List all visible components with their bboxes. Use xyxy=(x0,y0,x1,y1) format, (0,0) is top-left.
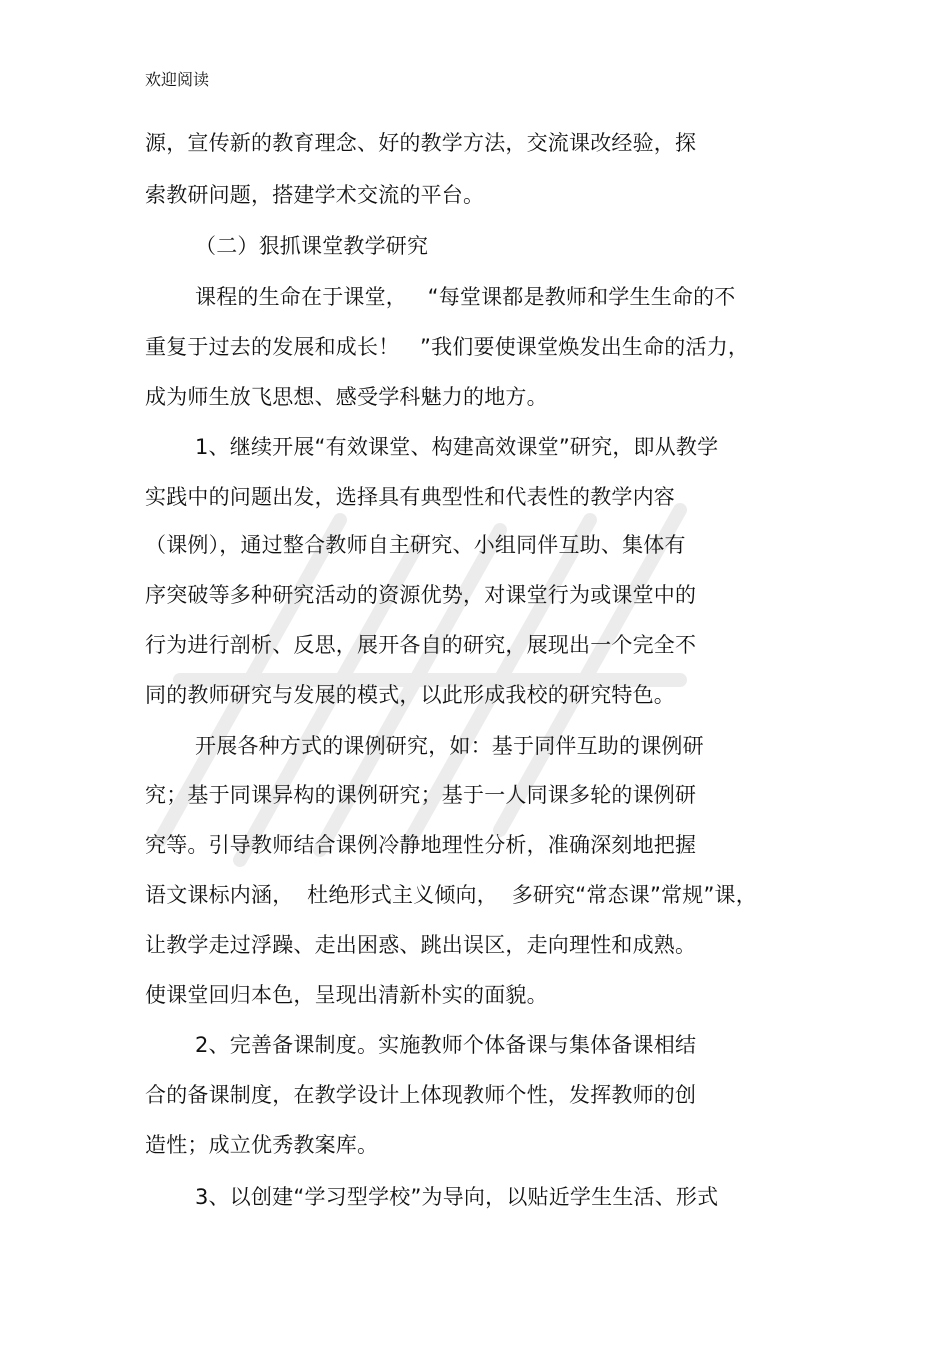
text-line-13: 开展各种方式的课例研究，如：基于同伴互助的课例研 xyxy=(195,734,704,758)
text-line-9: （课例），通过整合教师自主研究、小组同伴互助、集体有 xyxy=(145,533,686,557)
text-line-15: 究等。引导教师结合课例冷静地理性分析，准确深刻地把握 xyxy=(145,833,697,857)
text-line-4: 课程的生命在于课堂， “每堂课都是教师和学生生命的不 xyxy=(195,285,736,309)
text-line-18: 使课堂回归本色，呈现出清新朴实的面貌。 xyxy=(145,983,548,1007)
text-line-17: 让教学走过浮躁、走出困惑、跳出误区，走向理性和成熟。 xyxy=(145,933,697,957)
text-line-1: 源，宣传新的教育理念、好的教学方法，交流课改经验，探 xyxy=(145,131,697,155)
text-line-20: 合的备课制度，在教学设计上体现教师个性，发挥教师的创 xyxy=(145,1083,697,1107)
text-line-10: 序突破等多种研究活动的资源优势，对课堂行为或课堂中的 xyxy=(145,583,697,607)
text-line-12: 同的教师研究与发展的模式，以此形成我校的研究特色。 xyxy=(145,683,675,707)
text-line-19: 2、完善备课制度。实施教师个体备课与集体备课相结 xyxy=(195,1033,697,1057)
text-line-2: 索教研问题，搭建学术交流的平台。 xyxy=(145,183,485,207)
section-heading: （二）狠抓课堂教学研究 xyxy=(195,234,429,258)
page-header: 欢迎阅读 xyxy=(145,70,210,89)
text-line-11: 行为进行剖析、反思，展开各自的研究，展现出一个完全不 xyxy=(145,633,697,657)
text-line-22: 3、以创建“学习型学校”为导向，以贴近学生生活、形式 xyxy=(195,1185,719,1209)
text-line-5: 重复于过去的发展和成长！ ”我们要使课堂焕发出生命的活力， xyxy=(145,335,750,359)
text-line-16: 语文课标内涵， 杜绝形式主义倾向， 多研究“常态课”常规”课， xyxy=(145,883,757,907)
text-line-6: 成为师生放飞思想、感受学科魅力的地方。 xyxy=(145,385,548,409)
text-line-21: 造性；成立优秀教案库。 xyxy=(145,1133,379,1157)
text-line-8: 实践中的问题出发，选择具有典型性和代表性的教学内容 xyxy=(145,485,675,509)
text-line-14: 究；基于同课异构的课例研究；基于一人同课多轮的课例研 xyxy=(145,783,697,807)
text-line-7: 1、继续开展“有效课堂、构建高效课堂”研究，即从教学 xyxy=(195,435,719,459)
